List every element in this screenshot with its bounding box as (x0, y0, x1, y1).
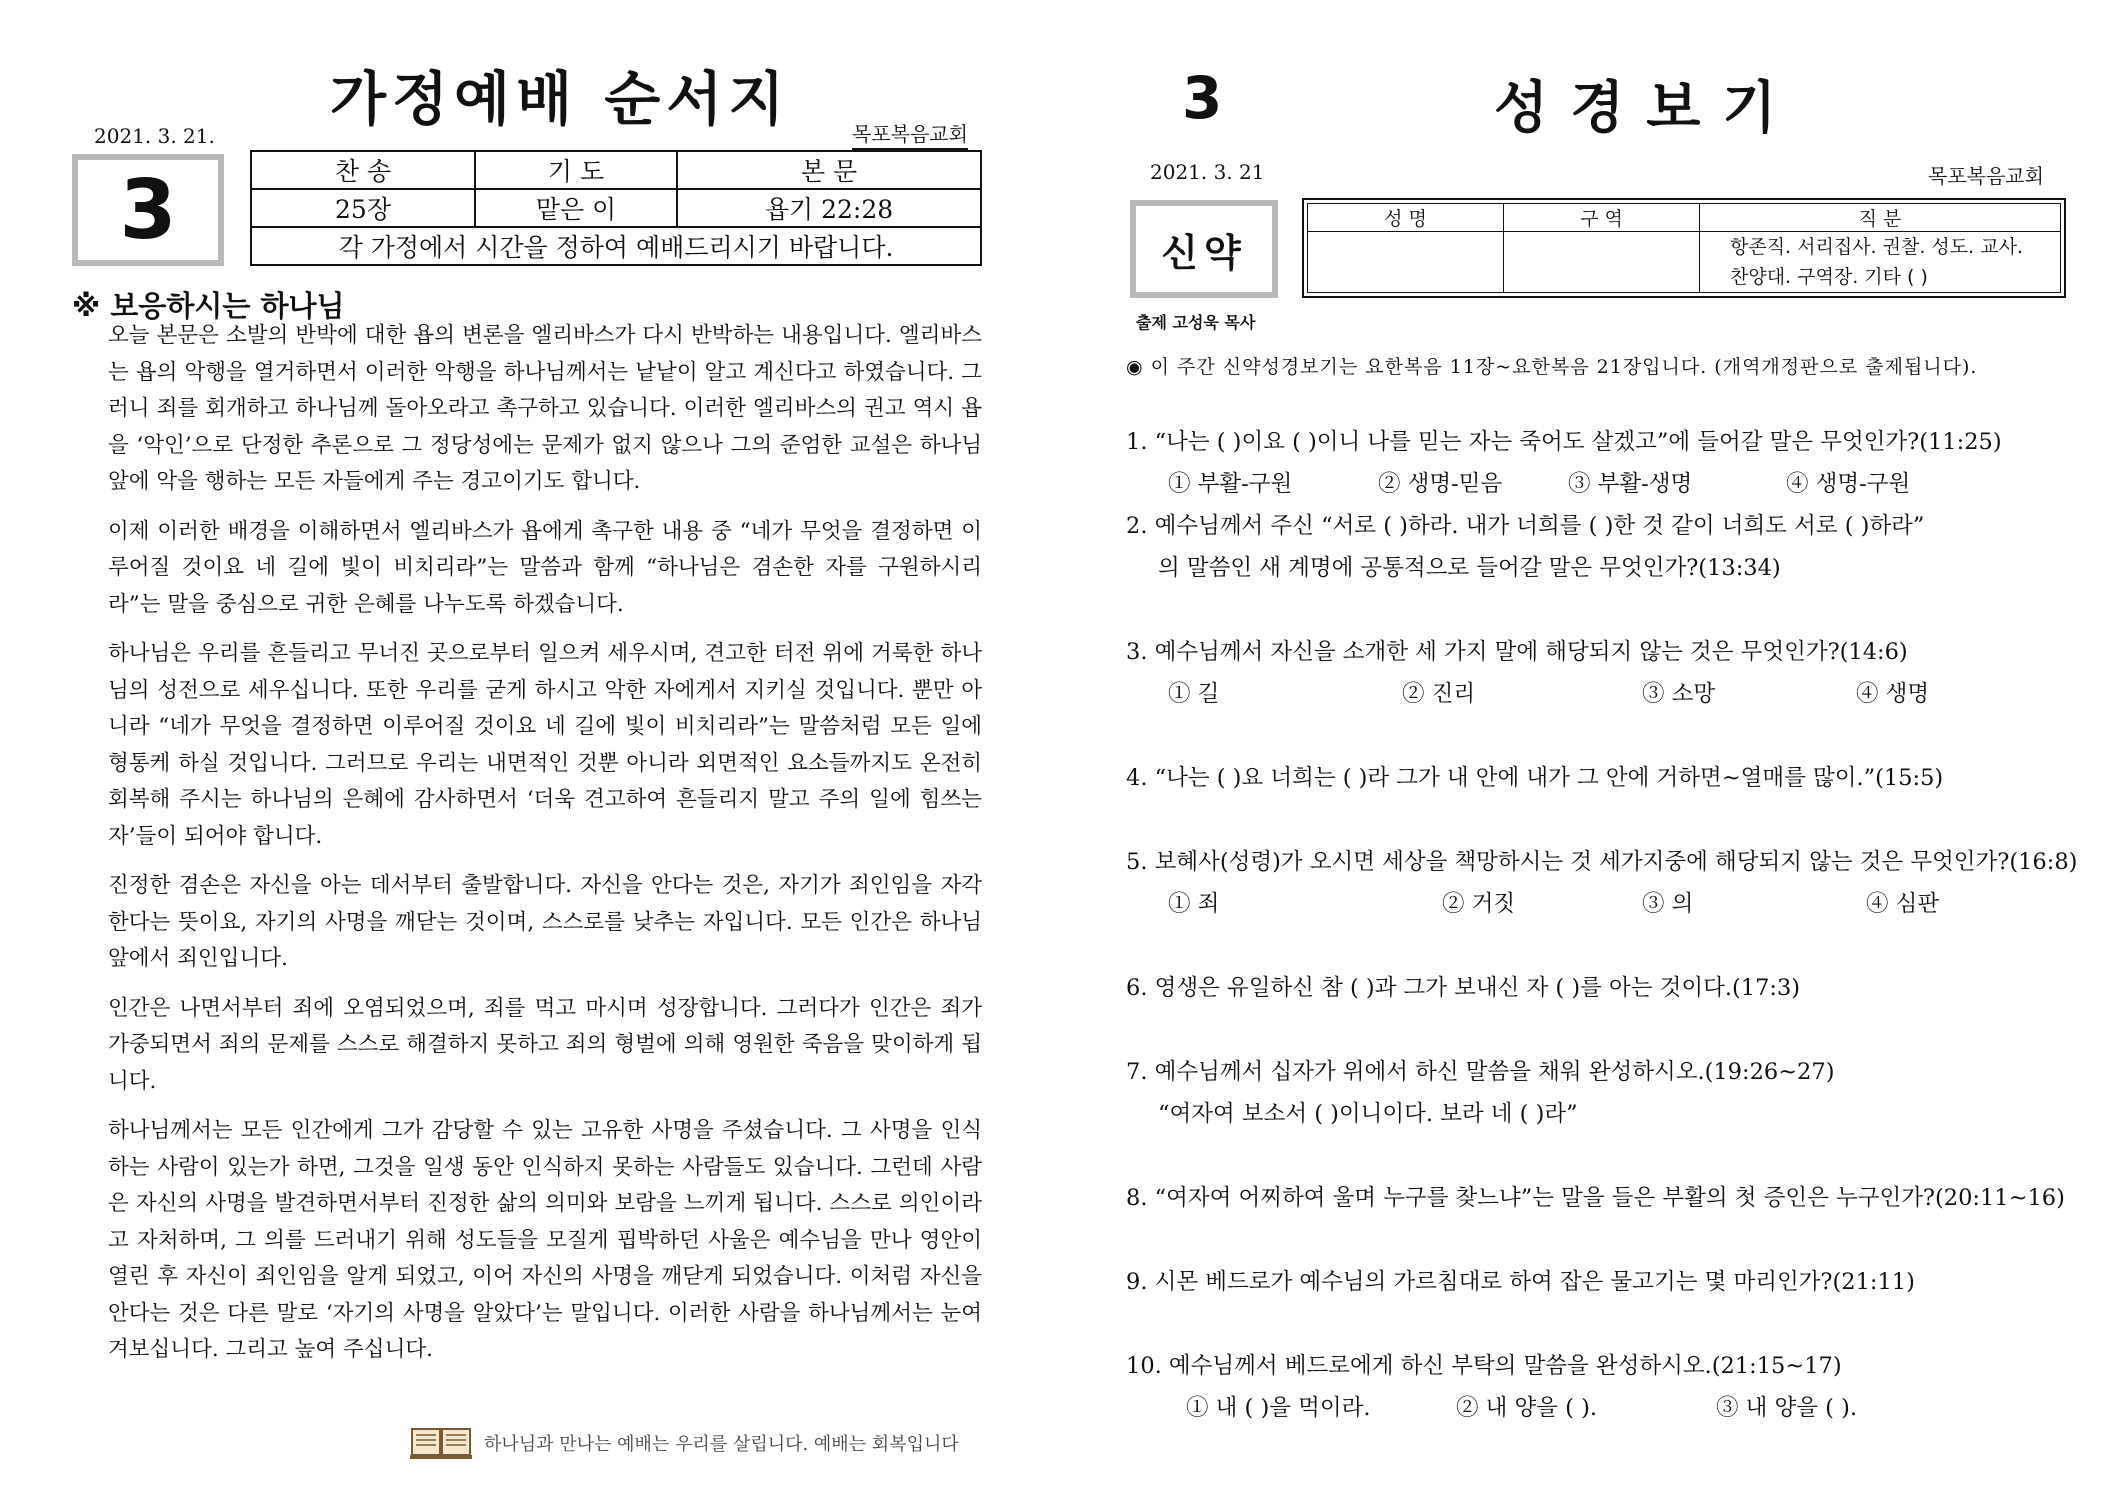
question-8: 8. “여자여 어찌하여 울며 누구를 찾느냐”는 말을 들은 부활의 첫 증인은 누구인가?(20:11~16) (1126, 1185, 2065, 1211)
hymn-value: 25장 (251, 189, 475, 227)
question-10: 10. 예수님께서 베드로에게 하신 부탁의 말씀을 완성하시오.(21:15~17) (1126, 1353, 1842, 1379)
footer (410, 1426, 959, 1460)
paragraph: 오늘 본문은 소발의 반박에 대한 욥의 변론을 엘리바스가 다시 반박하는 내용입니다. 엘리바스는 욥의 악행을 열거하면서 이러한 악행을 하나님께서는 낱낱이 알고 계신다고 하였습니다. 그러니 죄를 회개하고 하나님께 돌아오라고 촉구하고 있습니다. 이러한 엘리바스의 권고 역시 욥을 ‘악인’으로 단정한 추론으로 그 정당성에는 문제가 없지 않으나 그의 준엄한 교설은 하나님 앞에 악을 행하는 모든 자들에게 주는 경고이기도 합니다. (108, 323, 982, 494)
week-number-badge: 3 (72, 154, 224, 266)
date: 2021. 3. 21. (94, 124, 215, 148)
question-4: 4. “나는 ( )요 너희는 ( )라 그가 내 안에 내가 그 안에 거하면~열매를 많이.”(15:5) (1126, 765, 1944, 791)
question-6: 6. 영생은 유일하신 참 ( )과 그가 보내신 자 ( )를 아는 것이다.(17:3) (1126, 975, 1801, 1001)
quiz-notice: ◉ 이 주간 신약성경보기는 요한복음 11장~요한복음 21장입니다. (개역개정판으로 출제됩니다). (1126, 356, 1978, 378)
paragraph: 하나님은 우리를 흔들리고 무너진 곳으로부터 일으켜 세우시며, 견고한 터전 위에 거룩한 하나님의 성전으로 세우십니다. 또한 우리를 굳게 하시고 악한 자에게서 지키실 것입니다. 뿐만 아니라 “네가 무엇을 결정하면 이루어질 것이요 네 길에 빛이 비치리라”는 말씀처럼 모든 일에 형통케 하실 것입니다. 그러므로 우리는 내면적인 것뿐 아니라 외면적인 요소들까지도 온전히 회복해 주시는 하나님의 은혜에 감사하면서 ‘더욱 견고하여 흔들리지 말고 주의 일에 힘쓰는 자’들이 되어야 합니다. (108, 641, 982, 849)
option[interactable]: ② 거짓 (1442, 891, 1516, 917)
prayer-value: 맡은 이 (475, 189, 677, 227)
footer-text: 하나님과 만나는 예배는 우리를 살립니다. 예배는 회복입니다 (484, 1434, 959, 1455)
new-testament-badge: 신약 (1130, 200, 1278, 298)
option[interactable]: ③ 부활-생명 (1568, 471, 1693, 497)
paragraph: 진정한 겸손은 자신을 아는 데서부터 출발합니다. 자신을 안다는 것은, 자기가 죄인임을 자각한다는 뜻이요, 자기의 사명을 깨닫는 것이며, 스스로를 낮추는 자입니다. 모든 인간은 하나님 앞에서 죄인입니다. (108, 873, 982, 971)
name-header: 성 명 (1308, 204, 1504, 232)
name-field[interactable] (1308, 232, 1504, 293)
church-name: 목포복음교회 (852, 118, 968, 150)
quiz-author: 출제 고성욱 목사 (1136, 313, 1256, 332)
option[interactable]: ③ 내 양을 ( ). (1716, 1395, 1858, 1421)
option[interactable]: ④ 생명-구원 (1786, 471, 1911, 497)
paragraph: 하나님께서는 모든 인간에게 그가 감당할 수 있는 고유한 사명을 주셨습니다. 그 사명을 인식하는 사람이 있는가 하면, 그것을 일생 동안 인식하지 못하는 사람들도 있습니다. 그런데 사람은 자신의 사명을 발견하면서부터 진정한 삶의 의미와 보람을 느끼게 됩니다. 스스로 의인이라고 자처하며, 그 의를 드러내기 위해 성도들을 모질게 핍박하던 사울은 예수님을 만나 영안이 열린 후 자신이 죄인임을 알게 되었고, 이어 자신의 사명을 깨닫게 되었습니다. 이처럼 자신을 안다는 것은 다른 말로 ‘자기의 사명을 알았다’는 말입니다. 이러한 사람을 하나님께서는 눈여겨보십니다. 그리고 높여 주십니다. (108, 1118, 982, 1362)
position-options (1700, 232, 2061, 293)
option[interactable]: ④ 생명 (1856, 681, 1930, 707)
question-1: 1. “나는 ( )이요 ( )이니 나를 믿는 자는 죽어도 살겠고”에 들어갈 말은 무엇인가?(11:25) (1126, 429, 2002, 455)
option[interactable]: ③ 의 (1642, 891, 1694, 917)
option[interactable]: ② 진리 (1402, 681, 1476, 707)
question-5: 5. 보혜사(성령)가 오시면 세상을 책망하시는 것 세가지중에 해당되지 않는 것은 무엇인가?(16:8) (1126, 849, 2078, 875)
hymn-header: 찬 송 (251, 151, 475, 189)
position-options-line2: 찬양대. 구역장. 기타 ( ) (1730, 266, 1928, 288)
scripture-value: 욥기 22:28 (677, 189, 981, 227)
question-7: 7. 예수님께서 십자가 위에서 하신 말씀을 채워 완성하시오.(19:26~27) (1126, 1059, 1835, 1085)
quiz-title: 성경보기 (1494, 76, 1799, 141)
question-3: 3. 예수님께서 자신을 소개한 세 가지 말에 해당되지 않는 것은 무엇인가?(14:6) (1126, 639, 1908, 665)
question-2-line2: 의 말씀인 새 계명에 공통적으로 들어갈 말은 무엇인가?(13:34) (1158, 555, 1781, 581)
book-icon (410, 1426, 472, 1460)
paragraph: 이제 이러한 배경을 이해하면서 엘리바스가 욥에게 촉구한 내용 중 “네가 무엇을 결정하면 이루어질 것이요 네 길에 빛이 비치리라”는 말씀과 함께 “하나님은 겸손한 자를 구원하시리라”는 말을 중심으로 귀한 은혜를 나누도록 하겠습니다. (108, 518, 982, 617)
option[interactable]: ③ 소망 (1642, 681, 1716, 707)
sermon-title: ※ 보응하시는 하나님 (72, 289, 345, 323)
question-9: 9. 시몬 베드로가 예수님의 가르침대로 하여 잡은 물고기는 몇 마리인가?(21:11) (1126, 1269, 1915, 1295)
option[interactable]: ② 생명-믿음 (1378, 471, 1503, 497)
sermon-body (108, 318, 982, 1382)
option[interactable]: ④ 심판 (1866, 891, 1940, 917)
order-note: 각 가정에서 시간을 정하여 예배드리시기 바랍니다. (251, 227, 981, 265)
option[interactable]: ① 길 (1168, 681, 1220, 707)
scripture-header: 본 문 (677, 151, 981, 189)
page-title: 가정예배 순서지 (330, 65, 791, 133)
option[interactable]: ② 내 양을 ( ). (1456, 1395, 1598, 1421)
question-2: 2. 예수님께서 주신 “서로 ( )하라. 내가 너희를 ( )한 것 같이 너희도 서로 ( )하라” (1126, 513, 1925, 539)
participant-info-table (1302, 198, 2066, 298)
district-field[interactable] (1504, 232, 1700, 293)
week-number: 3 (1182, 64, 1223, 132)
paragraph: 인간은 나면서부터 죄에 오염되었으며, 죄를 먹고 마시며 성장합니다. 그러다가 인간은 죄가 가중되면서 죄의 문제를 스스로 해결하지 못하고 죄의 형벌에 의해 영원한 죽음을 맞이하게 됩니다. (108, 995, 982, 1094)
option[interactable]: ① 부활-구원 (1168, 471, 1293, 497)
question-7-line2: “여자여 보소서 ( )이니이다. 보라 네 ( )라” (1158, 1101, 1578, 1127)
option[interactable]: ① 내 ( )을 먹이라. (1186, 1395, 1371, 1421)
district-header: 구 역 (1504, 204, 1700, 232)
option[interactable]: ① 죄 (1168, 891, 1220, 917)
quiz-date: 2021. 3. 21 (1150, 160, 1265, 184)
worship-order-table (250, 150, 982, 266)
position-options-line1: 항존직. 서리집사. 권찰. 성도. 교사. (1730, 236, 2023, 258)
position-header: 직 분 (1700, 204, 2061, 232)
quiz-church-name: 목포복음교회 (1928, 164, 2044, 188)
prayer-header: 기 도 (475, 151, 677, 189)
